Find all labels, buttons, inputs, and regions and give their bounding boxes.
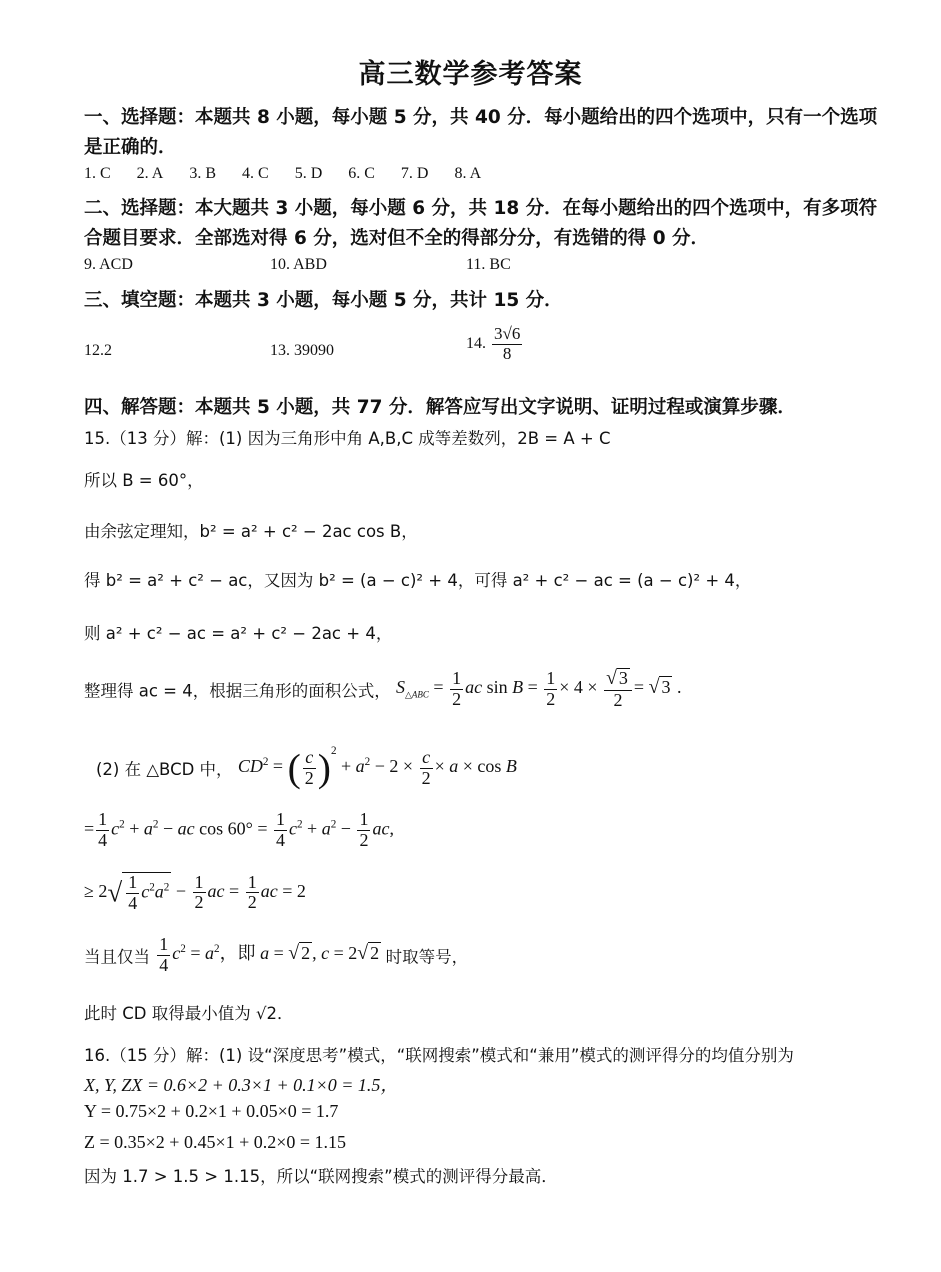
section2-answer-10: 10. ABD [270,256,327,273]
q15-area-text: 整理得 ac = 4，根据三角形的面积公式， [84,681,391,701]
q16-intro: 16.（15 分）解：(1) 设“深度思考”模式，“联网搜索”模式和“兼用”模式的测评得分的均值分别为 [84,1046,794,1065]
answer-item: 6. C [348,165,375,182]
section3-answer-13: 13. 39090 [270,342,334,359]
section3-heading: 三、填空题：本题共 3 小题，每小题 5 分，共计 15 分． [84,290,563,311]
q16-line-1: X, Y, ZX = 0.6×2 + 0.3×1 + 0.1×0 = 1.5， [84,1075,399,1095]
q15-expansion-line: = $\frac{1}{4}$ $c^2 + a^2$ − ac cos 60° = $\frac{1}{4}$ $c^2 + a^2$ − $\frac{1}{2}$ ac, [84,809,394,850]
section1-heading: 一、选择题：本题共 8 小题，每小题 5 分，共 40 分．每小题给出的四个选项中，只有一个选项 [84,107,878,128]
section2-heading: 二、选择题：本大题共 3 小题，每小题 6 分，共 18 分．在每小题给出的四个选项中，有多项符 [84,198,878,219]
fraction-denominator: 8 [502,343,512,363]
answer-item: 7. D [400,165,429,182]
section1-heading-cont: 是正确的． [84,137,177,158]
answer-item: 5. D [294,165,323,182]
answer-14-fraction [492,325,522,363]
q15-part2-text: (2) 在 △BCD 中， [96,760,233,779]
q15-line-1: 所以 B = 60°， [84,471,204,490]
answer-item: 3. B [189,165,217,182]
section2-answer-9: 9. ACD [84,256,133,273]
fraction-numerator: 3√6 [494,324,521,343]
answer-item: 1. C [84,165,111,182]
q15-part2-line: (2) 在 △BCD 中， $CD^2$ = ( $\frac{c}{2}$ )$^2 + a^2 - 2$ × $\frac{c}{2}$ × a × cos B [96,745,517,790]
q15-line-2: 由余弦定理知，b² = a² + c² − 2ac cos B， [84,522,418,541]
q15-intro: 15.（13 分）解：(1) 因为三角形中角 A,B,C 成等差数列，2B = A + C [84,429,611,448]
q15-equality-text: 当且仅当 [84,947,150,967]
q15-inequality-line: ≥ 2√ $\frac{1}{4}$ $c^2a^2$ − $\frac{1}{2}$ ac = $\frac{1}{2}$ ac = 2 [84,871,306,913]
q16-line-3: Z = 0.35×2 + 0.45×1 + 0.2×0 = 1.15 [84,1132,347,1152]
q15-line-3: 得 b² = a² + c² − ac，又因为 b² = (a − c)² + 4，可得 a² + c² − ac = (a − c)² + 4， [84,571,752,590]
section2-answer-11: 11. BC [466,256,511,273]
answer-item: 4. C [242,165,269,182]
section1-answers [84,165,481,183]
q15-line-9: 此时 CD 取得最小值为 √2． [84,1004,294,1023]
answer-item: 2. A [136,165,164,182]
page-title: 高三数学参考答案 [358,59,583,90]
q16-line-4: 因为 1.7 > 1.5 > 1.15，所以“联网搜索”模式的测评得分最高． [84,1167,558,1186]
q15-equality-line: 当且仅当 $\frac{1}{4}$ $c^2 = a^2$，即 a = √ 2 , c = 2√ 2 时取等号， [84,934,469,975]
q15-equality-tail: 时取等号， [385,947,469,967]
section3-answer-12: 12.2 [84,342,112,359]
q16-line-2: Y = 0.75×2 + 0.2×1 + 0.05×0 = 1.7 [84,1101,339,1121]
section2-heading-cont: 合题目要求．全部选对得 6 分，选对但不全的得部分分，有选错的得 0 分． [84,228,710,249]
q15-line-4: 则 a² + c² − ac = a² + c² − 2ac + 4， [84,624,393,643]
section4-heading: 四、解答题：本题共 5 小题，共 77 分．解答应写出文字说明、证明过程或演算步骤． [84,397,796,418]
answer-14-label: 14. [466,335,486,353]
q15-area-line: 整理得 ac = 4，根据三角形的面积公式， $S_{\triangle ABC}$ = $\frac{1}{2}$ ac sin B = $\frac{1}{2}$ × 4 × $\frac{√ 3}{2}$ = √ 3 . [84,667,682,710]
section3-answer-14 [466,325,524,363]
answer-item: 8. A [454,165,482,182]
